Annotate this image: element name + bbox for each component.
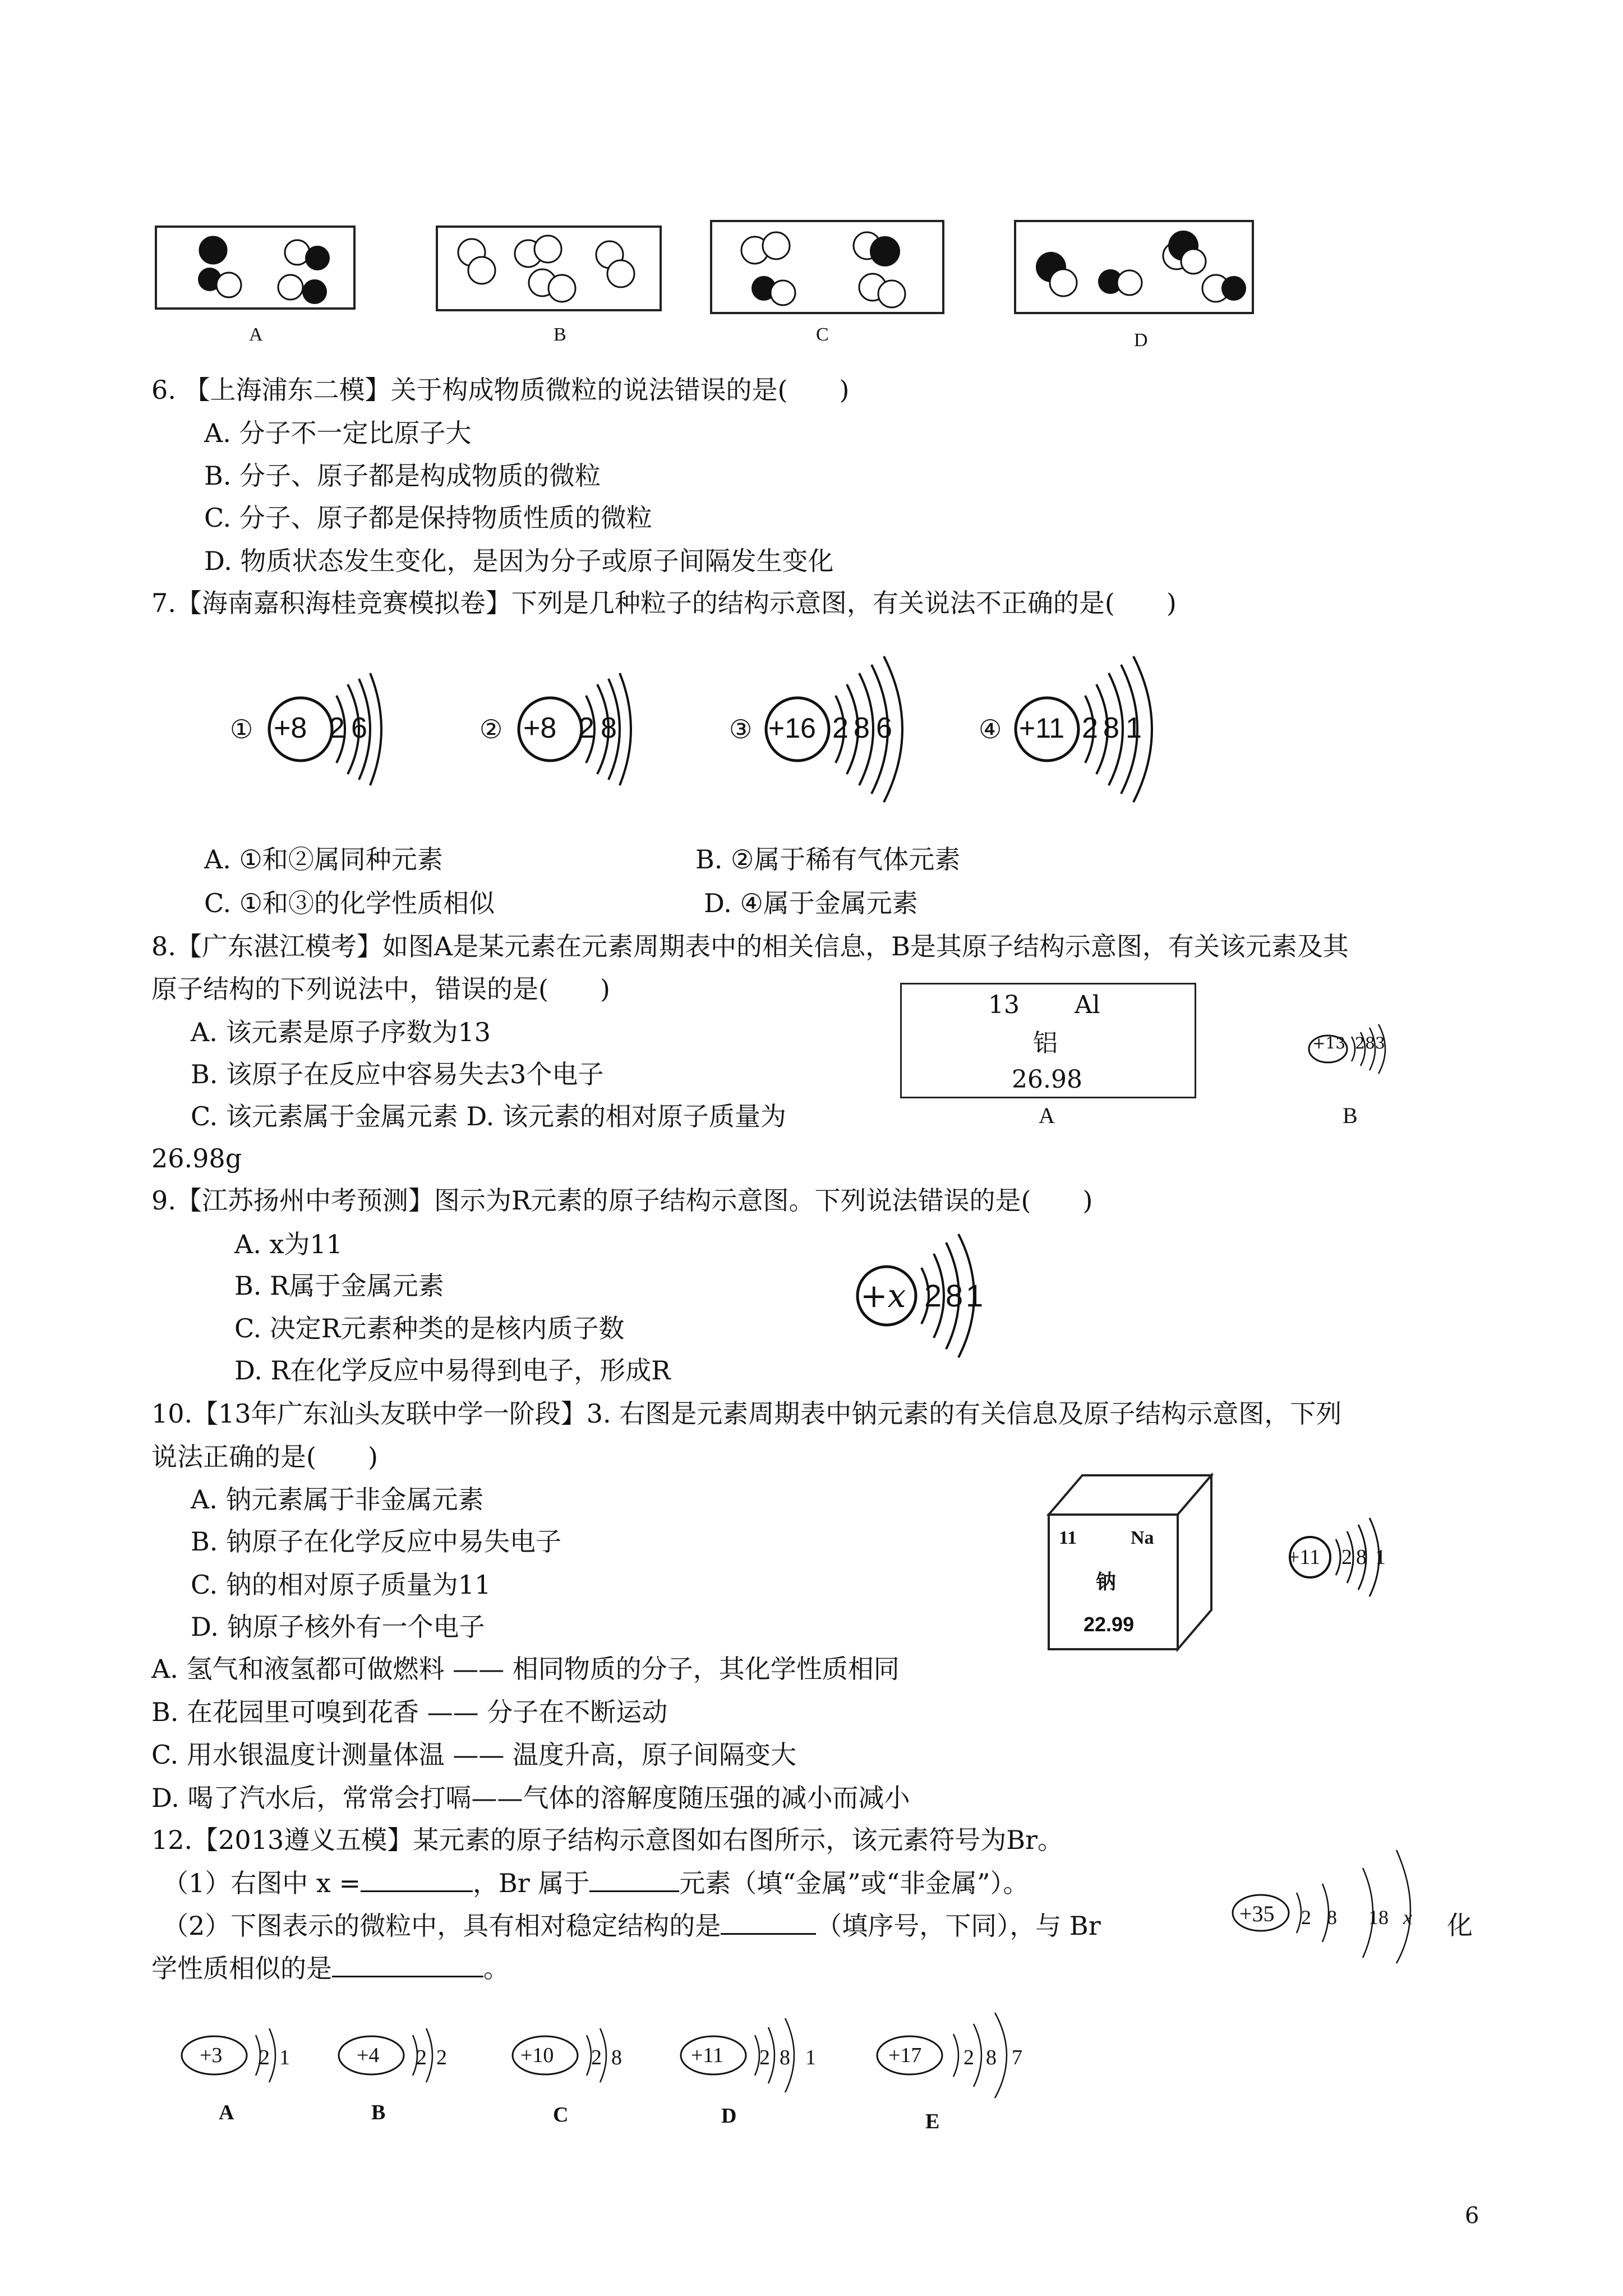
q7-particle-1-mark: ① [230, 714, 253, 744]
q7-stem: 7.【海南嘉积海桂竞赛模拟卷】下列是几种粒子的结构示意图，有关说法不正确的是( ) [151, 588, 1177, 618]
q12-particle-a-shell-2: 1 [279, 2046, 290, 2069]
q12-part1-text-a: （1）右图中 x = [163, 1868, 361, 1898]
q7-option-c: C. ①和③的化学性质相似 [204, 888, 495, 918]
q12-particle-c-shell-2: 8 [611, 2046, 622, 2069]
q12-part2-text-d: 学性质相似的是 [151, 1953, 332, 1984]
q12-x-answer-blank[interactable] [361, 1866, 473, 1892]
q12-part2 [163, 1908, 1101, 1943]
q7-particle-4-shell-3: 1 [1126, 712, 1142, 744]
q12-part2-line2 [151, 1951, 509, 1985]
q7-option-b: B. ②属于稀有气体元素 [695, 844, 961, 875]
q10-option-d: D. 钠原子核外有一个电子 [191, 1612, 485, 1642]
q12-element-type-blank[interactable] [589, 1866, 679, 1892]
q6-option-a: A. 分子不一定比原子大 [204, 418, 472, 448]
q10-option-a: A. 钠元素属于非金属元素 [191, 1484, 484, 1515]
q7-option-d: D. ④属于金属元素 [704, 888, 918, 918]
q9-stem: 9.【江苏扬州中考预测】图示为R元素的原子结构示意图。下列说法错误的是( ) [151, 1185, 1093, 1216]
q8-element-number: 13 [988, 991, 1020, 1019]
q9-option-b: B. R属于金属元素 [234, 1271, 444, 1301]
q11-option-a: A. 氢气和液氢都可做燃料 —— 相同物质的分子，其化学性质相同 [151, 1654, 900, 1684]
q7-particle-4-shell-1: 2 [1082, 712, 1098, 744]
q10-element-symbol: Na [1131, 1527, 1154, 1548]
q7-particle-2-nucleus: +8 [523, 712, 557, 744]
q10-element-number: 11 [1059, 1527, 1077, 1548]
figure-label-b: B [554, 324, 566, 345]
q8-element-symbol: Al [1075, 991, 1100, 1019]
q8-fig-label-a: A [1039, 1103, 1055, 1128]
q7-particle-2-shell-2: 8 [601, 712, 617, 744]
q6-stem: 6. 【上海浦东二模】关于构成物质微粒的说法错误的是( ) [151, 375, 850, 405]
q7-particle-1-shell-2: 6 [351, 712, 367, 744]
q8-stem-line2: 原子结构的下列说法中，错误的是( ) [151, 974, 610, 1004]
figure-label-d: D [1134, 330, 1148, 351]
q8-atom-b-nucleus: +13 [1312, 1034, 1346, 1052]
q7-particle-4-mark: ④ [979, 714, 1002, 744]
q8-element-name: 铝 [1033, 1029, 1058, 1057]
q7-particle-2-shell-1: 2 [578, 712, 594, 744]
q12-particle-c-shell-1: 2 [591, 2046, 602, 2069]
q9-option-c: C. 决定R元素种类的是核内质子数 [234, 1313, 625, 1343]
q12-br-shell-4: x [1403, 1906, 1412, 1929]
q12-particle-b-shell-2: 2 [436, 2046, 447, 2069]
molecule-box-a [155, 226, 357, 310]
q10-atom-shell-1: 2 [1341, 1545, 1352, 1569]
q12-br-shell-2: 8 [1327, 1906, 1337, 1929]
q12-part1-text-c: 元素（填“金属”或“非金属”）。 [679, 1868, 1029, 1898]
q10-option-b: B. 钠原子在化学反应中易失电子 [191, 1526, 562, 1557]
q8-atom-b-shell-3: 3 [1375, 1034, 1385, 1052]
q11-option-c: C. 用水银温度计测量体温 —— 温度升高，原子间隔变大 [151, 1740, 797, 1770]
q9-atom-nucleus: +x [860, 1277, 906, 1315]
q7-particle-1-shell-1: 2 [329, 712, 345, 744]
q11-option-d: D. 喝了汽水后，常常会打嗝——气体的溶解度随压强的减小而减小 [151, 1783, 910, 1813]
q7-particle-4-shell-2: 8 [1103, 712, 1119, 744]
q11-option-b: B. 在花园里可嗅到花香 —— 分子在不断运动 [151, 1697, 668, 1727]
q12-part2-text-e: 。 [483, 1953, 509, 1984]
q12-particle-e-label: E [925, 2110, 940, 2133]
molecule-box-d [1014, 220, 1255, 315]
q7-particle-3-nucleus: +16 [768, 712, 816, 744]
q12-particle-b-shell-1: 2 [416, 2046, 427, 2069]
q12-part2-text-a: （2）下图表示的微粒中，具有相对稳定结构的是 [163, 1911, 721, 1941]
q12-particle-d-nucleus: +11 [691, 2044, 724, 2067]
q9-option-d: D. R在化学反应中易得到电子，形成R [234, 1355, 671, 1386]
q10-stem-line2: 说法正确的是( ) [151, 1442, 378, 1472]
q6-option-c: C. 分子、原子都是保持物质性质的微粒 [204, 503, 652, 533]
q12-particle-d-label: D [721, 2104, 737, 2128]
q8-atom-b-shell-1: 2 [1355, 1034, 1365, 1052]
q10-atom-shell-3: 1 [1375, 1545, 1386, 1569]
q7-option-a: A. ①和②属同种元素 [204, 844, 443, 875]
q8-option-a: A. 该元素是原子序数为13 [191, 1017, 491, 1047]
q10-atom-nucleus: +11 [1288, 1545, 1321, 1569]
q12-stable-structure-blank[interactable] [721, 1908, 816, 1935]
q12-particle-d-shell-2: 8 [780, 2046, 790, 2069]
q12-br-shell-1: 2 [1301, 1906, 1311, 1929]
q9-atom-shell-3: 1 [966, 1278, 984, 1313]
q9-option-a: A. x为11 [234, 1229, 343, 1259]
figure-label-c: C [816, 324, 829, 345]
q12-particle-b-nucleus: +4 [357, 2044, 380, 2067]
q12-particle-b-label: B [371, 2101, 386, 2124]
q12-stem: 12.【2013遵义五模】某元素的原子结构示意图如右图所示，该元素符号为Br。 [151, 1825, 1064, 1855]
q12-particle-e-shell-1: 2 [963, 2046, 974, 2069]
q12-particle-d-shell-1: 2 [759, 2046, 770, 2069]
q6-option-d: D. 物质状态发生变化，是因为分子或原子间隔发生变化 [204, 546, 834, 576]
q7-particle-4-nucleus: +11 [1019, 712, 1065, 744]
q8-stem-line1: 8.【广东湛江模考】如图A是某元素在元素周期表中的相关信息，B是其原子结构示意图，有关该元素及其 [151, 931, 1349, 961]
q9-atom-shell-2: 8 [946, 1278, 963, 1313]
q8-element-mass: 26.98 [1012, 1065, 1082, 1094]
q8-option-wrap: 26.98g [151, 1143, 242, 1174]
q7-particle-3-mark: ③ [729, 714, 753, 744]
q12-particle-e-shell-3: 7 [1012, 2046, 1022, 2069]
molecule-box-c [710, 220, 946, 315]
q12-particle-a-label: A [219, 2101, 234, 2124]
figure-label-a: A [249, 324, 263, 345]
q12-part2-text-b: （填序号，下同），与 Br [816, 1911, 1101, 1941]
q7-particle-2-mark: ② [479, 714, 503, 744]
q12-particle-e-nucleus: +17 [888, 2044, 922, 2067]
q12-particle-c-nucleus: +10 [520, 2044, 554, 2067]
page-number: 6 [1465, 2203, 1479, 2229]
q10-stem-line1: 10.【13年广东汕头友联中学一阶段】3. 右图是元素周期表中钠元素的有关信息及原子结构示意图，下列 [151, 1398, 1342, 1429]
q7-particle-1-nucleus: +8 [274, 712, 307, 744]
q10-element-mass: 22.99 [1083, 1613, 1135, 1636]
q12-part1-text-b: ，Br 属于 [473, 1868, 590, 1898]
q7-particle-3-shell-2: 8 [854, 712, 870, 744]
q7-particle-3-shell-1: 2 [832, 712, 849, 744]
q8-fig-label-b: B [1343, 1103, 1358, 1128]
q10-element-name: 钠 [1096, 1570, 1117, 1594]
q6-option-b: B. 分子、原子都是构成物质的微粒 [204, 461, 601, 491]
q12-similar-property-blank[interactable] [332, 1951, 483, 1977]
q10-option-c: C. 钠的相对原子质量为11 [191, 1570, 491, 1600]
q12-part1 [163, 1866, 1029, 1900]
q10-atom-shell-2: 8 [1356, 1545, 1367, 1569]
q12-particle-a-shell-1: 2 [259, 2046, 270, 2069]
q8-option-c: C. 该元素属于金属元素 D. 该元素的相对原子质量为 [191, 1101, 786, 1131]
q7-particle-3-shell-3: 6 [876, 712, 892, 744]
q9-atom-shell-1: 2 [924, 1278, 942, 1313]
q12-particle-c-label: C [553, 2103, 569, 2127]
q12-br-shell-3: 18 [1368, 1906, 1389, 1929]
q12-particle-a-nucleus: +3 [200, 2044, 223, 2067]
q12-particle-e-shell-2: 8 [986, 2046, 997, 2069]
molecule-box-b [436, 226, 663, 312]
q12-br-nucleus: +35 [1239, 1901, 1275, 1926]
q8-option-b: B. 该原子在反应中容易失去3个电子 [191, 1059, 604, 1089]
q12-particle-d-shell-3: 1 [805, 2046, 816, 2069]
q12-part2-text-c: 化 [1447, 1910, 1473, 1940]
q8-atom-b-shell-2: 8 [1365, 1034, 1375, 1052]
